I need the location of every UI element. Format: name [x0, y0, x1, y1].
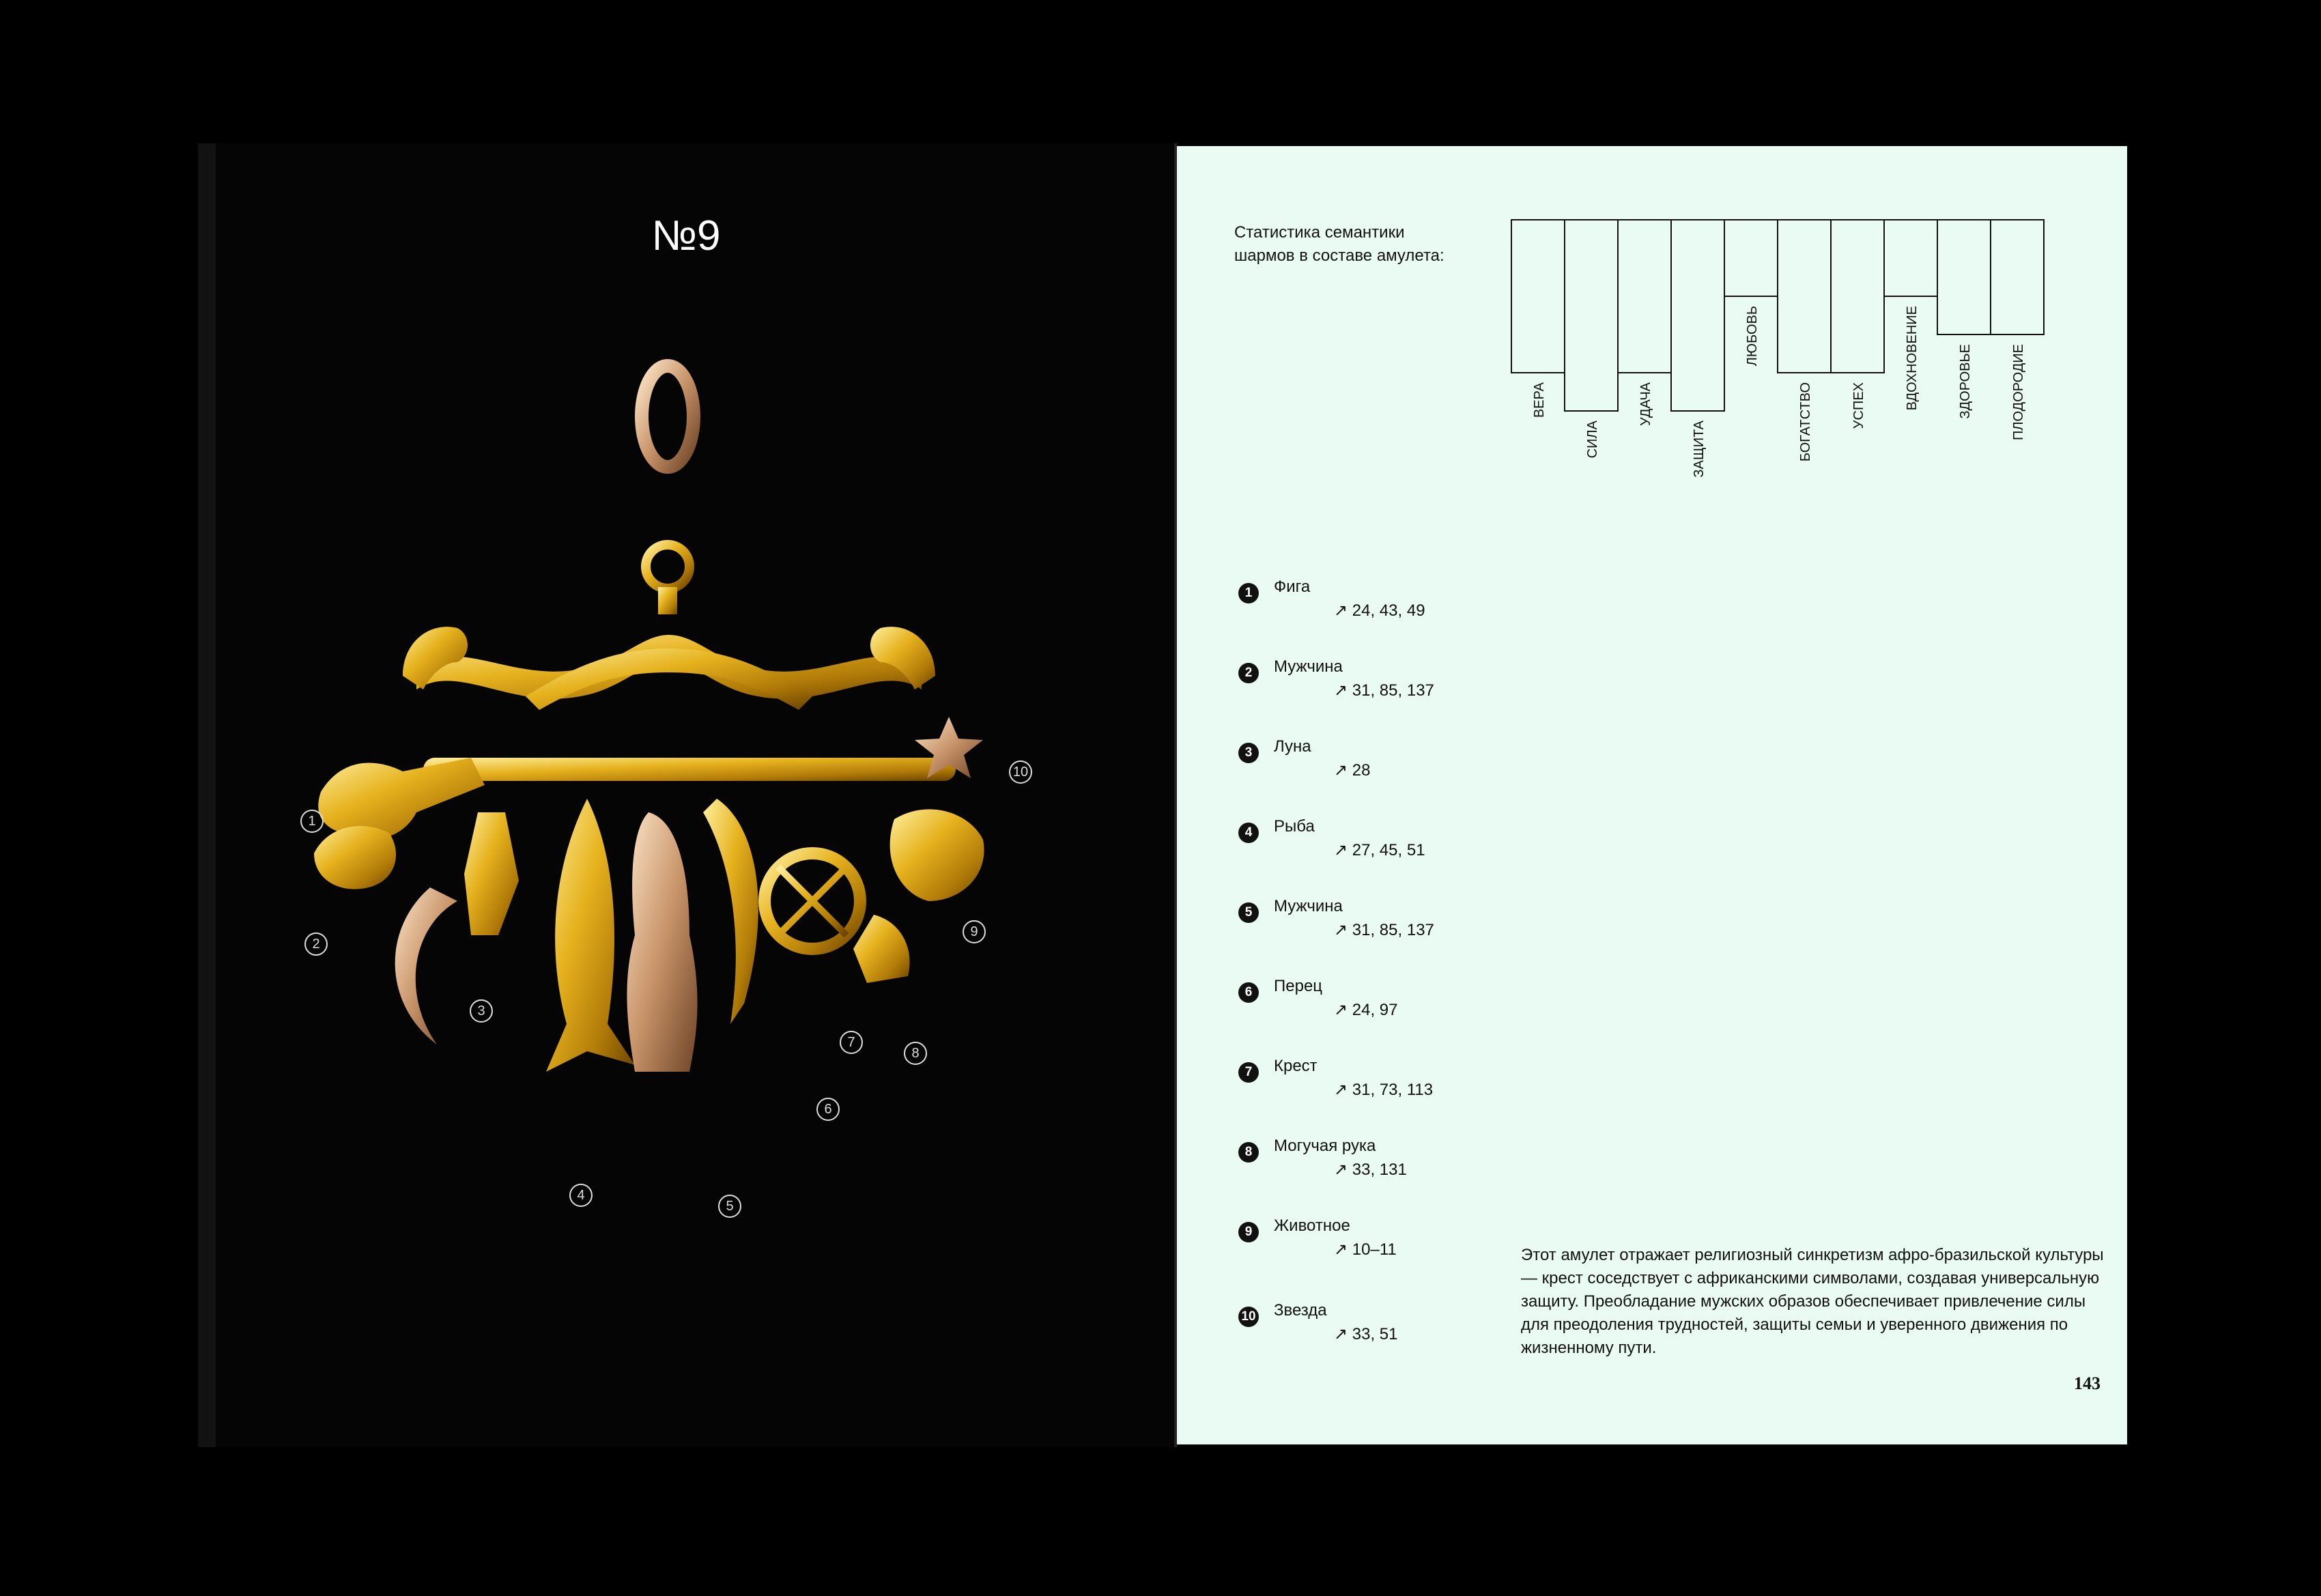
item-refs: ↗ 10–11 [1334, 1240, 1397, 1259]
item-number: 5 [1238, 902, 1259, 923]
chart-caption: Статистика семантики шармов в составе амулета: [1234, 223, 1444, 265]
callout-2: 2 [304, 932, 328, 956]
animal-head-charm [314, 826, 396, 889]
bar-защита [1671, 220, 1724, 411]
callout-5: 5 [718, 1195, 741, 1218]
amulet-description: Этот амулет отражает религиозный синкретизм афро-бразильской культуры — крест соседствует с африканскими символами, создавая универсальную защиту. Преобладание мужских образов обеспечивает привлечение силы для преодоления трудностей, защиты семьи и уверенного движения по жизненному пути. [1521, 1246, 2104, 1357]
fig-hand-charm [318, 758, 485, 840]
connector [658, 587, 677, 614]
item-name: Луна [1274, 737, 1311, 756]
gold-amulet-illustration [198, 143, 1174, 1447]
item-number: 1 [1238, 583, 1259, 603]
hanging-rod [423, 758, 956, 781]
item-number: 7 [1238, 1062, 1259, 1083]
cross-wheel-charm [765, 853, 860, 949]
item-name: Мужчина [1274, 657, 1343, 676]
man-figure-charm [627, 812, 697, 1072]
callout-7: 7 [840, 1031, 863, 1054]
bar-label-богатство: БОГАТСТВО [1798, 382, 1813, 462]
item-refs: ↗ 28 [1334, 761, 1371, 780]
callout-3: 3 [470, 999, 493, 1023]
bar-label-удача: УДАЧА [1638, 382, 1653, 426]
mighty-hand-charm [853, 915, 910, 983]
item-refs: ↗ 33, 51 [1334, 1325, 1398, 1343]
item-name: Звезда [1274, 1301, 1327, 1320]
animal-charm [890, 810, 984, 901]
item-refs: ↗ 31, 85, 137 [1334, 681, 1434, 700]
item-name: Рыба [1274, 817, 1315, 836]
callout-10: 10 [1009, 760, 1032, 784]
page-number: 143 [2074, 1373, 2101, 1393]
left-page [198, 143, 1177, 1447]
bar-вера [1511, 220, 1565, 373]
callout-8: 8 [904, 1042, 927, 1065]
item-number: 6 [1238, 982, 1259, 1003]
item-name: Мужчина [1274, 897, 1343, 915]
item-refs: ↗ 33, 131 [1334, 1160, 1407, 1179]
item-refs: ↗ 31, 73, 113 [1334, 1081, 1434, 1099]
item-name: Перец [1274, 977, 1323, 995]
bar-богатство [1778, 220, 1831, 373]
bar-вдохновение [1884, 220, 1937, 296]
item-refs: ↗ 24, 43, 49 [1334, 601, 1425, 620]
moon-charm [395, 887, 457, 1044]
bar-label-здоровье: ЗДОРОВЬЕ [1958, 344, 1973, 419]
bar-плодородие [1991, 220, 2044, 334]
bar-label-успех: УСПЕХ [1851, 382, 1866, 429]
item-name: Могучая рука [1274, 1137, 1376, 1155]
item-number: 9 [1238, 1222, 1259, 1242]
callout-4: 4 [569, 1184, 593, 1207]
bar-label-любовь: ЛЮБОВЬ [1745, 306, 1760, 367]
bail-loop [642, 366, 694, 467]
semantics-bar-chart [1509, 217, 2055, 517]
callout-1: 1 [300, 810, 324, 833]
amulet-number-title: №9 [651, 212, 721, 259]
bar-label-сила: СИЛА [1585, 421, 1600, 459]
item-refs: ↗ 27, 45, 51 [1334, 841, 1425, 859]
bar-label-плодородие: ПЛОДОРОДИЕ [2011, 344, 2026, 440]
bar-успех [1831, 220, 1884, 373]
item-name: Животное [1274, 1216, 1350, 1235]
item-name: Фига [1274, 578, 1311, 596]
item-number: 2 [1238, 663, 1259, 683]
item-refs: ↗ 24, 97 [1334, 1001, 1398, 1019]
top-bar-arch [526, 649, 812, 710]
pepper-horn-charm [703, 799, 758, 1024]
item-number: 10 [1238, 1307, 1259, 1327]
bar-здоровье [1937, 220, 1991, 334]
bar-label-вера: ВЕРА [1532, 382, 1547, 418]
item-number: 4 [1238, 823, 1259, 843]
fish-charm [546, 799, 635, 1072]
item-number: 8 [1238, 1142, 1259, 1163]
item-name: Крест [1274, 1057, 1318, 1075]
bar-label-защита: ЗАЩИТА [1692, 421, 1707, 478]
bar-сила [1565, 220, 1618, 411]
item-refs: ↗ 31, 85, 137 [1334, 921, 1434, 939]
callout-6: 6 [816, 1098, 840, 1121]
man-charm-small [464, 812, 519, 935]
bar-label-вдохновение: ВДОХНОВЕНИЕ [1905, 306, 1920, 411]
jump-ring [646, 545, 689, 588]
callout-9: 9 [963, 920, 986, 943]
item-number: 3 [1238, 743, 1259, 763]
bar-любовь [1724, 220, 1778, 296]
bar-удача [1618, 220, 1671, 373]
